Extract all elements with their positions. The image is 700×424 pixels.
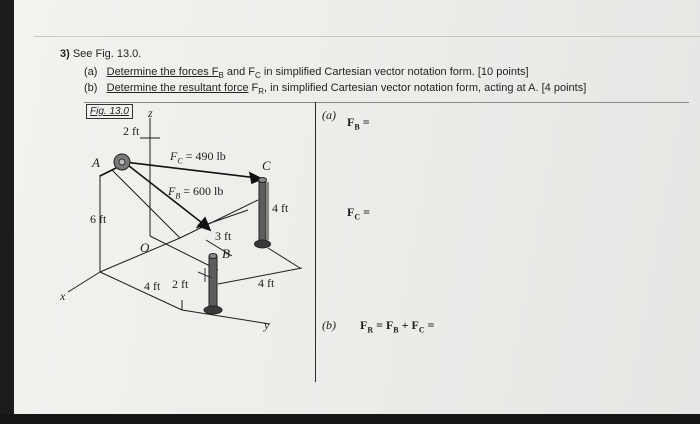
part-b-underlined: Determine the resultant force (106, 82, 249, 94)
x-axis-line (68, 272, 100, 292)
y-axis-line (182, 310, 270, 324)
four-ft-bottom-label: 4 ft (144, 279, 161, 293)
question-number: 3) (60, 48, 70, 60)
part-b-question: (b) Determine the resultant force $F_R$, in simplified Cartesian vector notation form, acting at A. [4 points] (84, 82, 587, 97)
three-ft-label: 3 ft (215, 229, 232, 243)
see-fig-text: See Fig. 13.0. (72, 48, 142, 60)
post-c (259, 180, 266, 244)
answer-b-label: (b) (322, 318, 336, 332)
point-a-label: A (92, 155, 100, 170)
post-b (209, 256, 217, 310)
fb-label: $F_B = 600$ lb (168, 184, 224, 201)
fc-label: $F_C = 490$ lb (170, 149, 226, 166)
four-ft-lower-right-label: 4 ft (258, 276, 275, 290)
part-a-underlined: Determine the forces $F_B$ (106, 66, 224, 81)
origin-o-label: O (140, 240, 150, 255)
z-axis-label: z (148, 106, 153, 120)
fb-answer-line: $F_B$ = (347, 115, 370, 132)
point-c-label: C (262, 158, 271, 173)
six-ft-label: 6 ft (90, 212, 107, 226)
dashed-vertical (112, 170, 180, 238)
point-b-label: B (222, 246, 230, 261)
part-a-letter: (a) (84, 66, 98, 78)
four-ft-right-label: 4 ft (272, 201, 289, 215)
bottom-edge-line (100, 272, 182, 310)
y-axis-label: y (264, 318, 270, 332)
two-ft-label: 2 ft (123, 124, 140, 138)
part-b-letter: (b) (84, 82, 98, 94)
x-axis-label: x (60, 289, 66, 303)
figure-caption: Fig. 13.0 (90, 106, 129, 117)
fc-answer-line: $F_C$ = (347, 205, 370, 222)
answer-a-label: (a) (322, 108, 336, 122)
fr-equation: $F_R = F_B + F_C$ = (360, 318, 435, 335)
two-ft-bottom-label: 2 ft (172, 277, 189, 291)
part-a-question: (a) Determine the forces $F_B$ and $F_C$ in simplified Cartesian vector notation form. [10 points] (84, 66, 529, 81)
